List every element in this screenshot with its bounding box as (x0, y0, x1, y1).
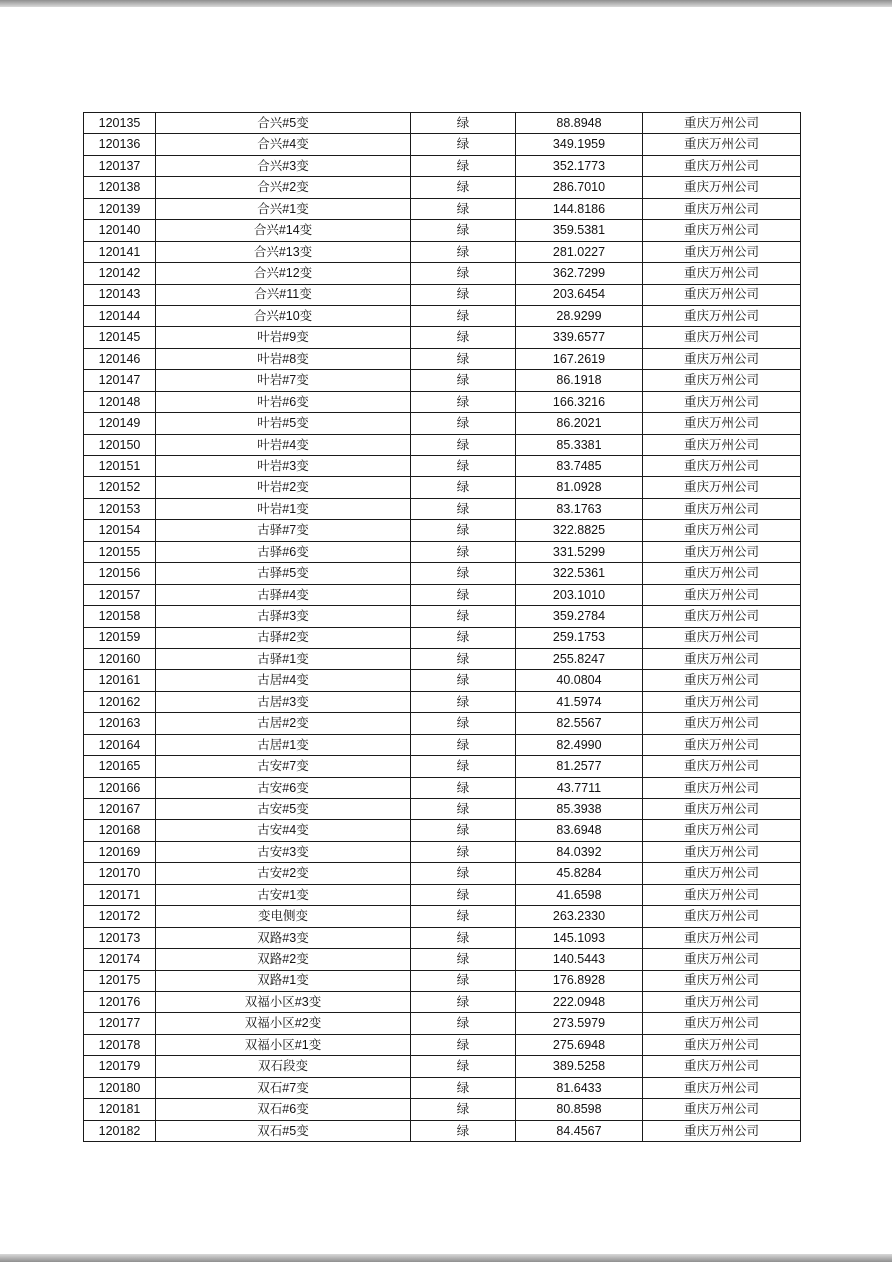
cell-value: 145.1093 (516, 927, 643, 948)
substation-load-table (83, 112, 801, 1142)
cell-status: 绿 (411, 477, 516, 498)
cell-status: 绿 (411, 627, 516, 648)
cell-value: 84.0392 (516, 841, 643, 862)
cell-status: 绿 (411, 820, 516, 841)
cell-value: 352.1773 (516, 155, 643, 176)
cell-id: 120135 (84, 113, 156, 134)
cell-company: 重庆万州公司 (643, 820, 801, 841)
cell-id: 120142 (84, 263, 156, 284)
cell-name: 古驿#6变 (156, 541, 411, 562)
cell-id: 120138 (84, 177, 156, 198)
cell-value: 86.2021 (516, 413, 643, 434)
cell-value: 83.6948 (516, 820, 643, 841)
cell-status: 绿 (411, 1099, 516, 1120)
cell-company: 重庆万州公司 (643, 348, 801, 369)
cell-name: 双石#5变 (156, 1120, 411, 1141)
cell-id: 120145 (84, 327, 156, 348)
cell-name: 合兴#2变 (156, 177, 411, 198)
cell-value: 322.5361 (516, 563, 643, 584)
cell-value: 273.5979 (516, 1013, 643, 1034)
cell-value: 82.4990 (516, 734, 643, 755)
cell-name: 合兴#13变 (156, 241, 411, 262)
cell-status: 绿 (411, 670, 516, 691)
cell-value: 263.2330 (516, 906, 643, 927)
cell-company: 重庆万州公司 (643, 884, 801, 905)
cell-company: 重庆万州公司 (643, 134, 801, 155)
cell-status: 绿 (411, 1013, 516, 1034)
cell-company: 重庆万州公司 (643, 1099, 801, 1120)
cell-status: 绿 (411, 434, 516, 455)
cell-company: 重庆万州公司 (643, 799, 801, 820)
cell-name: 古安#4变 (156, 820, 411, 841)
cell-value: 85.3381 (516, 434, 643, 455)
cell-value: 88.8948 (516, 113, 643, 134)
table-row (84, 1013, 801, 1034)
cell-status: 绿 (411, 648, 516, 669)
cell-id: 120168 (84, 820, 156, 841)
cell-status: 绿 (411, 498, 516, 519)
table-row (84, 648, 801, 669)
cell-status: 绿 (411, 906, 516, 927)
cell-value: 81.0928 (516, 477, 643, 498)
cell-id: 120153 (84, 498, 156, 519)
cell-company: 重庆万州公司 (643, 648, 801, 669)
cell-status: 绿 (411, 584, 516, 605)
table-row (84, 606, 801, 627)
cell-name: 双福小区#2变 (156, 1013, 411, 1034)
table-row (84, 456, 801, 477)
cell-name: 合兴#10变 (156, 305, 411, 326)
cell-id: 120146 (84, 348, 156, 369)
cell-name: 合兴#14变 (156, 220, 411, 241)
cell-value: 222.0948 (516, 991, 643, 1012)
cell-name: 双路#2变 (156, 949, 411, 970)
cell-company: 重庆万州公司 (643, 520, 801, 541)
cell-name: 双石#6变 (156, 1099, 411, 1120)
table-row (84, 563, 801, 584)
cell-value: 322.8825 (516, 520, 643, 541)
cell-id: 120157 (84, 584, 156, 605)
cell-status: 绿 (411, 713, 516, 734)
cell-company: 重庆万州公司 (643, 113, 801, 134)
cell-value: 144.8186 (516, 198, 643, 219)
cell-id: 120171 (84, 884, 156, 905)
cell-id: 120174 (84, 949, 156, 970)
table-row (84, 520, 801, 541)
table-row (84, 756, 801, 777)
cell-value: 275.6948 (516, 1034, 643, 1055)
cell-company: 重庆万州公司 (643, 563, 801, 584)
cell-id: 120150 (84, 434, 156, 455)
document-page (0, 7, 892, 1254)
cell-id: 120167 (84, 799, 156, 820)
cell-value: 81.6433 (516, 1077, 643, 1098)
cell-company: 重庆万州公司 (643, 220, 801, 241)
cell-status: 绿 (411, 991, 516, 1012)
cell-status: 绿 (411, 241, 516, 262)
cell-id: 120172 (84, 906, 156, 927)
table-row (84, 927, 801, 948)
cell-status: 绿 (411, 1077, 516, 1098)
cell-company: 重庆万州公司 (643, 177, 801, 198)
cell-status: 绿 (411, 970, 516, 991)
cell-value: 255.8247 (516, 648, 643, 669)
cell-value: 362.7299 (516, 263, 643, 284)
cell-value: 203.1010 (516, 584, 643, 605)
cell-company: 重庆万州公司 (643, 1077, 801, 1098)
cell-value: 140.5443 (516, 949, 643, 970)
table-row (84, 1120, 801, 1141)
table-row (84, 134, 801, 155)
cell-id: 120163 (84, 713, 156, 734)
table-row (84, 391, 801, 412)
table-row (84, 906, 801, 927)
cell-company: 重庆万州公司 (643, 991, 801, 1012)
cell-company: 重庆万州公司 (643, 1120, 801, 1141)
cell-status: 绿 (411, 220, 516, 241)
cell-company: 重庆万州公司 (643, 155, 801, 176)
table-row (84, 177, 801, 198)
cell-name: 古安#2变 (156, 863, 411, 884)
cell-value: 80.8598 (516, 1099, 643, 1120)
cell-company: 重庆万州公司 (643, 970, 801, 991)
cell-status: 绿 (411, 541, 516, 562)
cell-id: 120182 (84, 1120, 156, 1141)
cell-id: 120169 (84, 841, 156, 862)
cell-company: 重庆万州公司 (643, 498, 801, 519)
cell-name: 叶岩#4变 (156, 434, 411, 455)
cell-id: 120141 (84, 241, 156, 262)
cell-id: 120165 (84, 756, 156, 777)
cell-value: 166.3216 (516, 391, 643, 412)
table-row (84, 413, 801, 434)
cell-company: 重庆万州公司 (643, 284, 801, 305)
cell-id: 120173 (84, 927, 156, 948)
cell-name: 叶岩#2变 (156, 477, 411, 498)
table-row (84, 841, 801, 862)
table-row (84, 627, 801, 648)
cell-id: 120147 (84, 370, 156, 391)
cell-name: 古安#6变 (156, 777, 411, 798)
cell-company: 重庆万州公司 (643, 541, 801, 562)
cell-company: 重庆万州公司 (643, 863, 801, 884)
cell-name: 双福小区#1变 (156, 1034, 411, 1055)
cell-name: 合兴#11变 (156, 284, 411, 305)
cell-name: 合兴#5变 (156, 113, 411, 134)
cell-company: 重庆万州公司 (643, 1013, 801, 1034)
cell-status: 绿 (411, 927, 516, 948)
table-row (84, 198, 801, 219)
cell-value: 86.1918 (516, 370, 643, 391)
cell-company: 重庆万州公司 (643, 949, 801, 970)
cell-value: 81.2577 (516, 756, 643, 777)
cell-id: 120149 (84, 413, 156, 434)
table-row (84, 370, 801, 391)
table-row (84, 477, 801, 498)
cell-id: 120177 (84, 1013, 156, 1034)
cell-id: 120160 (84, 648, 156, 669)
cell-id: 120179 (84, 1056, 156, 1077)
table-row (84, 734, 801, 755)
cell-company: 重庆万州公司 (643, 756, 801, 777)
cell-status: 绿 (411, 563, 516, 584)
cell-status: 绿 (411, 949, 516, 970)
cell-value: 85.3938 (516, 799, 643, 820)
cell-value: 331.5299 (516, 541, 643, 562)
cell-status: 绿 (411, 305, 516, 326)
cell-value: 83.7485 (516, 456, 643, 477)
cell-id: 120148 (84, 391, 156, 412)
cell-company: 重庆万州公司 (643, 734, 801, 755)
table-row (84, 799, 801, 820)
table-row (84, 263, 801, 284)
table-row (84, 1099, 801, 1120)
table-body (84, 113, 801, 1142)
cell-name: 合兴#3变 (156, 155, 411, 176)
cell-value: 339.6577 (516, 327, 643, 348)
table-row (84, 1056, 801, 1077)
cell-company: 重庆万州公司 (643, 263, 801, 284)
table-row (84, 220, 801, 241)
cell-status: 绿 (411, 155, 516, 176)
cell-id: 120164 (84, 734, 156, 755)
cell-name: 古驿#3变 (156, 606, 411, 627)
cell-company: 重庆万州公司 (643, 841, 801, 862)
cell-company: 重庆万州公司 (643, 305, 801, 326)
cell-status: 绿 (411, 113, 516, 134)
table-row (84, 434, 801, 455)
cell-value: 167.2619 (516, 348, 643, 369)
cell-name: 古居#3变 (156, 691, 411, 712)
cell-id: 120166 (84, 777, 156, 798)
cell-company: 重庆万州公司 (643, 413, 801, 434)
table-row (84, 1077, 801, 1098)
cell-id: 120176 (84, 991, 156, 1012)
table-row (84, 991, 801, 1012)
cell-value: 82.5567 (516, 713, 643, 734)
cell-id: 120175 (84, 970, 156, 991)
cell-value: 359.5381 (516, 220, 643, 241)
cell-company: 重庆万州公司 (643, 606, 801, 627)
cell-id: 120162 (84, 691, 156, 712)
cell-name: 叶岩#3变 (156, 456, 411, 477)
cell-id: 120140 (84, 220, 156, 241)
cell-company: 重庆万州公司 (643, 434, 801, 455)
cell-company: 重庆万州公司 (643, 906, 801, 927)
cell-status: 绿 (411, 863, 516, 884)
cell-value: 41.5974 (516, 691, 643, 712)
table-row (84, 820, 801, 841)
cell-id: 120136 (84, 134, 156, 155)
cell-status: 绿 (411, 198, 516, 219)
cell-name: 古安#3变 (156, 841, 411, 862)
cell-status: 绿 (411, 456, 516, 477)
cell-id: 120158 (84, 606, 156, 627)
cell-company: 重庆万州公司 (643, 713, 801, 734)
cell-id: 120152 (84, 477, 156, 498)
cell-value: 259.1753 (516, 627, 643, 648)
cell-status: 绿 (411, 327, 516, 348)
table-row (84, 584, 801, 605)
table-row (84, 863, 801, 884)
table-row (84, 241, 801, 262)
cell-company: 重庆万州公司 (643, 670, 801, 691)
cell-name: 双路#1变 (156, 970, 411, 991)
page-edge-bottom (0, 1254, 892, 1262)
cell-status: 绿 (411, 691, 516, 712)
cell-name: 叶岩#6变 (156, 391, 411, 412)
cell-company: 重庆万州公司 (643, 1056, 801, 1077)
cell-id: 120151 (84, 456, 156, 477)
cell-company: 重庆万州公司 (643, 370, 801, 391)
cell-name: 古安#1变 (156, 884, 411, 905)
cell-value: 40.0804 (516, 670, 643, 691)
cell-name: 叶岩#7变 (156, 370, 411, 391)
table-row (84, 970, 801, 991)
cell-value: 45.8284 (516, 863, 643, 884)
table-row (84, 691, 801, 712)
cell-value: 286.7010 (516, 177, 643, 198)
cell-id: 120139 (84, 198, 156, 219)
cell-name: 古安#5变 (156, 799, 411, 820)
cell-value: 389.5258 (516, 1056, 643, 1077)
cell-status: 绿 (411, 263, 516, 284)
cell-company: 重庆万州公司 (643, 777, 801, 798)
cell-id: 120154 (84, 520, 156, 541)
cell-id: 120155 (84, 541, 156, 562)
cell-id: 120180 (84, 1077, 156, 1098)
cell-status: 绿 (411, 734, 516, 755)
page-edge-top (0, 0, 892, 7)
cell-name: 古居#4变 (156, 670, 411, 691)
cell-company: 重庆万州公司 (643, 391, 801, 412)
cell-status: 绿 (411, 348, 516, 369)
cell-name: 古驿#7变 (156, 520, 411, 541)
cell-name: 变电侧变 (156, 906, 411, 927)
cell-name: 合兴#1变 (156, 198, 411, 219)
cell-status: 绿 (411, 413, 516, 434)
cell-status: 绿 (411, 1056, 516, 1077)
cell-id: 120156 (84, 563, 156, 584)
cell-company: 重庆万州公司 (643, 477, 801, 498)
cell-status: 绿 (411, 177, 516, 198)
table-row (84, 348, 801, 369)
cell-name: 古驿#4变 (156, 584, 411, 605)
cell-value: 349.1959 (516, 134, 643, 155)
cell-name: 古驿#5变 (156, 563, 411, 584)
cell-status: 绿 (411, 799, 516, 820)
cell-status: 绿 (411, 1120, 516, 1141)
cell-status: 绿 (411, 520, 516, 541)
table-row (84, 670, 801, 691)
cell-name: 双路#3变 (156, 927, 411, 948)
cell-company: 重庆万州公司 (643, 1034, 801, 1055)
cell-name: 叶岩#5变 (156, 413, 411, 434)
table-row (84, 305, 801, 326)
cell-name: 合兴#4变 (156, 134, 411, 155)
table-row (84, 884, 801, 905)
cell-company: 重庆万州公司 (643, 691, 801, 712)
table-row (84, 1034, 801, 1055)
cell-name: 叶岩#8变 (156, 348, 411, 369)
table-row (84, 113, 801, 134)
cell-company: 重庆万州公司 (643, 584, 801, 605)
cell-status: 绿 (411, 841, 516, 862)
cell-name: 古安#7变 (156, 756, 411, 777)
cell-id: 120159 (84, 627, 156, 648)
cell-company: 重庆万州公司 (643, 627, 801, 648)
cell-value: 41.6598 (516, 884, 643, 905)
cell-value: 359.2784 (516, 606, 643, 627)
cell-name: 古居#2变 (156, 713, 411, 734)
cell-company: 重庆万州公司 (643, 456, 801, 477)
cell-name: 古居#1变 (156, 734, 411, 755)
cell-name: 叶岩#1变 (156, 498, 411, 519)
cell-name: 古驿#1变 (156, 648, 411, 669)
cell-id: 120170 (84, 863, 156, 884)
cell-value: 28.9299 (516, 305, 643, 326)
cell-id: 120137 (84, 155, 156, 176)
cell-name: 古驿#2变 (156, 627, 411, 648)
cell-status: 绿 (411, 134, 516, 155)
cell-status: 绿 (411, 606, 516, 627)
cell-value: 43.7711 (516, 777, 643, 798)
cell-status: 绿 (411, 1034, 516, 1055)
cell-company: 重庆万州公司 (643, 241, 801, 262)
cell-value: 84.4567 (516, 1120, 643, 1141)
cell-value: 83.1763 (516, 498, 643, 519)
cell-id: 120144 (84, 305, 156, 326)
table-row (84, 777, 801, 798)
cell-status: 绿 (411, 391, 516, 412)
table-row (84, 498, 801, 519)
cell-value: 203.6454 (516, 284, 643, 305)
cell-status: 绿 (411, 884, 516, 905)
table-row (84, 949, 801, 970)
cell-id: 120161 (84, 670, 156, 691)
cell-company: 重庆万州公司 (643, 198, 801, 219)
cell-status: 绿 (411, 284, 516, 305)
cell-status: 绿 (411, 777, 516, 798)
table-row (84, 713, 801, 734)
cell-id: 120143 (84, 284, 156, 305)
cell-name: 双石段变 (156, 1056, 411, 1077)
cell-status: 绿 (411, 370, 516, 391)
table-row (84, 541, 801, 562)
cell-name: 双福小区#3变 (156, 991, 411, 1012)
cell-company: 重庆万州公司 (643, 327, 801, 348)
table-row (84, 327, 801, 348)
cell-company: 重庆万州公司 (643, 927, 801, 948)
table-row (84, 155, 801, 176)
cell-name: 双石#7变 (156, 1077, 411, 1098)
cell-value: 281.0227 (516, 241, 643, 262)
cell-name: 合兴#12变 (156, 263, 411, 284)
table-row (84, 284, 801, 305)
cell-name: 叶岩#9变 (156, 327, 411, 348)
cell-id: 120181 (84, 1099, 156, 1120)
cell-value: 176.8928 (516, 970, 643, 991)
cell-id: 120178 (84, 1034, 156, 1055)
cell-status: 绿 (411, 756, 516, 777)
